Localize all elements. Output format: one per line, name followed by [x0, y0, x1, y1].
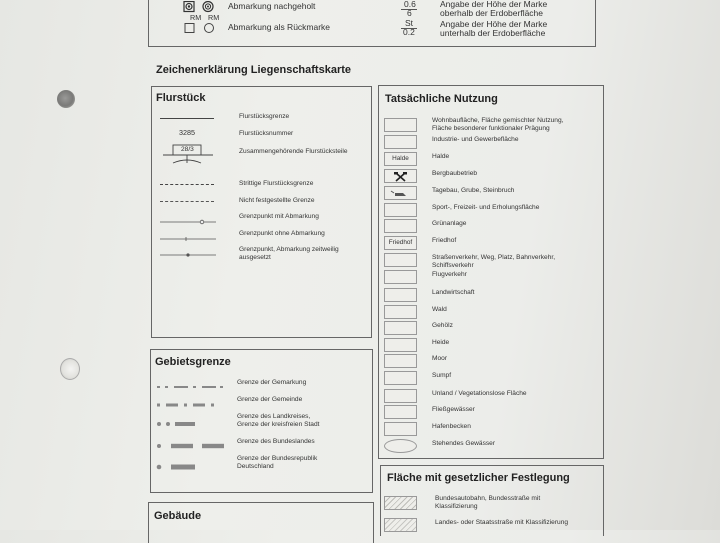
swatch-halde: Halde: [384, 152, 417, 166]
rm-label-left: RM: [190, 13, 202, 22]
bundesrepublik-grenze-symbol: [156, 458, 226, 466]
flurstueck-box: [151, 86, 372, 338]
gebaeude-heading: Gebäude: [154, 510, 202, 522]
rueckmarke-symbol: [184, 22, 216, 34]
nutzung-fliessgewaesser-label: Fließgewässer: [432, 406, 475, 413]
swatch-bergbau: [384, 169, 417, 183]
hoehe-oben-sub: 6: [407, 8, 412, 18]
nicht-festgestellte-grenze-symbol: [160, 201, 214, 202]
swatch-wald: [384, 305, 417, 319]
hammer-pick-icon: [385, 171, 416, 183]
nutzung-bergbau-label: Bergbaubetrieb: [432, 170, 478, 177]
flurstueck-heading: Flurstück: [156, 92, 206, 104]
nutzung-wohnbau-label: Wohnbaufläche, Fläche gemischter Nutzung,: [432, 117, 564, 124]
swatch-unland: [384, 389, 417, 403]
flurstuecksnummer-label: Flurstücksnummer: [239, 130, 294, 137]
nutzung-sumpf-label: Sumpf: [432, 372, 452, 379]
bundesrepublik-grenze-label: Grenze der Bundesrepublik: [237, 455, 318, 462]
festlegung-bundesautobahn-label: Bundesautobahn, Bundesstraße mit: [435, 495, 541, 502]
nutzung-industrie-label: Industrie- und Gewerbefläche: [432, 136, 519, 143]
grenzpunkt-ausgesetzt-symbol: [160, 246, 216, 254]
festlegung-heading: Fläche mit gesetzlicher Festlegung: [387, 472, 570, 484]
swatch-bundesautobahn: [384, 496, 417, 510]
swatch-verkehr: [384, 253, 417, 267]
abmarkung-nachgeholt-symbol: [183, 0, 213, 10]
swatch-gruenanlage: [384, 219, 417, 233]
hoehe-oberhalb-line1: Angabe der Höhe der Marke: [440, 0, 548, 9]
grenzpunkt-ohne-abmarkung-label: Grenzpunkt ohne Abmarkung: [239, 230, 325, 237]
nutzung-heading: Tatsächliche Nutzung: [385, 93, 498, 105]
punch-hole-bottom: [60, 358, 80, 380]
nutzung-moor-label: Moor: [432, 355, 448, 362]
flurstuecksgrenze-symbol: [160, 118, 214, 119]
bundesland-grenze-label: Grenze des Bundeslandes: [237, 438, 315, 445]
swatch-flugverkehr: [384, 270, 417, 284]
swatch-stehendes-gewaesser: [384, 439, 417, 453]
flurstuecksgrenze-label: Flurstücksgrenze: [239, 113, 290, 120]
rueckmarke-label: Abmarkung als Rückmarke: [228, 22, 331, 32]
nutzung-friedhof-label: Friedhof: [432, 237, 457, 244]
nutzung-heide-label: Heide: [432, 339, 450, 346]
grenzpunkt-ohne-abmarkung-symbol: [160, 230, 216, 238]
nutzung-unland-label: Unland / Vegetationslose Fläche: [432, 390, 527, 397]
nutzung-verkehr-label-2: Schiffsverkehr: [432, 262, 474, 269]
nutzung-gehoelz-label: Gehölz: [432, 322, 453, 329]
bundesland-grenze-symbol: [156, 437, 226, 445]
landkreis-grenze-label-2: Grenze der kreisfreien Stadt: [237, 421, 320, 428]
page-title: Zeichenerklärung Liegenschaftskarte: [156, 64, 352, 76]
landkreis-grenze-symbol: [156, 415, 226, 423]
swatch-moor: [384, 354, 417, 368]
flurstuecksnummer-sample: 3285: [179, 128, 195, 137]
hoehe-oberhalb-line2: oberhalb der Erdoberfläche: [440, 8, 544, 18]
nutzung-sport-label: Sport-, Freizeit- und Erholungsfläche: [432, 204, 540, 211]
swatch-gehoelz: [384, 321, 417, 335]
rm-label-right: RM: [208, 13, 220, 22]
grenzpunkt-ausgesetzt-label-2: ausgesetzt: [239, 254, 271, 261]
grenzpunkt-mit-abmarkung-label: Grenzpunkt mit Abmarkung: [239, 213, 319, 220]
nutzung-tagebau-label: Tagebau, Grube, Steinbruch: [432, 187, 515, 194]
nutzung-flugverkehr-label: Flugverkehr: [432, 271, 467, 278]
punch-hole-top: [57, 90, 75, 108]
nutzung-wald-label: Wald: [432, 306, 447, 313]
swatch-hafenbecken: [384, 422, 417, 436]
hoehe-unterhalb-line2: unterhalb der Erdoberfläche: [440, 28, 546, 38]
nutzung-stehendes-gewaesser-label: Stehendes Gewässer: [432, 440, 496, 447]
swatch-fliessgewaesser: [384, 405, 417, 419]
nicht-festgestellte-grenze-label: Nicht festgestellte Grenze: [239, 197, 315, 204]
gemeinde-grenze-symbol: [156, 396, 226, 404]
gebietsgrenze-heading: Gebietsgrenze: [155, 356, 231, 368]
swatch-wohnbau: [384, 118, 417, 132]
grenzpunkt-mit-abmarkung-symbol: [160, 213, 216, 221]
landkreis-grenze-label: Grenze des Landkreises,: [237, 413, 311, 420]
swatch-sport: [384, 203, 417, 217]
grenzpunkt-ausgesetzt-label: Grenzpunkt, Abmarkung zeitweilig: [239, 246, 339, 253]
nutzung-hafenbecken-label: Hafenbecken: [432, 423, 471, 430]
festlegung-landesstrasse-label: Landes- oder Staatsstraße mit Klassifizierung: [435, 519, 569, 526]
nutzung-halde-label: Halde: [432, 153, 450, 160]
swatch-friedhof: Friedhof: [384, 236, 417, 250]
swatch-sumpf: [384, 371, 417, 385]
bundesrepublik-grenze-label-2: Deutschland: [237, 463, 274, 470]
abmarkung-nachgeholt-label: Abmarkung nachgeholt: [228, 1, 316, 11]
strittige-grenze-label: Strittige Flurstücksgrenze: [239, 180, 314, 187]
strittige-grenze-symbol: [160, 184, 214, 185]
hoehe-unten-value: St: [405, 18, 414, 28]
swatch-heide: [384, 338, 417, 352]
hoehe-oben-value: 0.6: [404, 0, 416, 9]
flurstuecksteile-label: Zusammengehörende Flurstücksteile: [239, 148, 348, 155]
gemarkung-grenze-label: Grenze der Gemarkung: [237, 379, 307, 386]
swatch-tagebau: [384, 186, 417, 200]
nutzung-landwirtschaft-label: Landwirtschaft: [432, 289, 475, 296]
nutzung-gruenanlage-label: Grünanlage: [432, 220, 467, 227]
nutzung-verkehr-label: Straßenverkehr, Weg, Platz, Bahnverkehr,: [432, 254, 556, 261]
hoehe-unterhalb-line1: Angabe der Höhe der Marke: [440, 19, 548, 29]
swatch-industrie: [384, 135, 417, 149]
excavator-icon: [385, 188, 416, 200]
nutzung-wohnbau-label-2: Fläche besonderer funktionaler Prägung: [432, 125, 550, 132]
gemarkung-grenze-symbol: [156, 378, 226, 386]
gemeinde-grenze-label: Grenze der Gemeinde: [237, 396, 303, 403]
festlegung-bundesautobahn-label-2: Klassifizierung: [435, 503, 478, 510]
gebaeude-box: [148, 502, 374, 543]
hoehe-unten-sub: 0.2: [403, 27, 415, 37]
flurstuecksteile-sample: 28/3: [181, 146, 194, 153]
swatch-landwirtschaft: [384, 288, 417, 302]
